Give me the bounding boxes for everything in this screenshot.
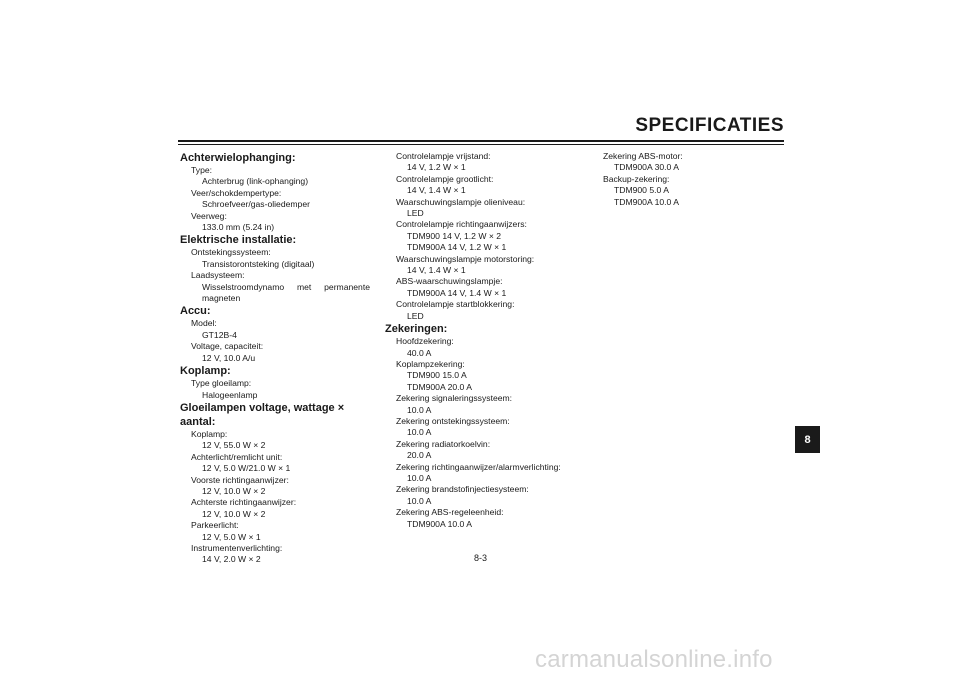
spec-label: Laadsysteem: — [191, 270, 245, 281]
spec-value: 14 V, 1.4 W × 1 — [407, 185, 466, 196]
spec-label: Instrumentenverlichting: — [191, 542, 283, 553]
spec-value: Achterbrug (link-ophanging) — [202, 176, 309, 187]
spec-value: Transistorontsteking (digitaal) — [202, 258, 315, 269]
spec-value: TDM900A 20.0 A — [407, 381, 472, 392]
header-rule-thin — [178, 144, 784, 145]
spec-value: TDM900 5.0 A — [614, 185, 669, 196]
spec-label: Parkeerlicht: — [191, 520, 239, 531]
spec-value: 12 V, 5.0 W/21.0 W × 1 — [202, 463, 291, 474]
spec-label: Ontstekingssysteem: — [191, 247, 271, 258]
spec-label: Type: — [191, 165, 213, 175]
spec-label: Controlelampje vrijstand: — [396, 151, 491, 161]
spec-value: Halogeenlamp — [202, 389, 258, 400]
spec-value: GT12B-4 — [202, 329, 237, 340]
spec-label: Model: — [191, 318, 217, 329]
header-rule-thick — [178, 140, 784, 142]
spec-value: 40.0 A — [407, 347, 432, 358]
spec-label: Koplampzekering: — [396, 358, 465, 369]
spec-label: Achterste richtingaanwijzer: — [191, 497, 297, 508]
section-heading-fuses: Zekeringen: — [385, 323, 448, 336]
watermark: carmanualsonline.info — [535, 646, 773, 673]
spec-value: Wisselstroomdynamo met permanente magneten — [202, 281, 370, 304]
spec-value: LED — [407, 208, 424, 219]
spec-value: 14 V, 1.2 W × 1 — [407, 162, 466, 173]
spec-label: Hoofdzekering: — [396, 336, 454, 347]
spec-value: 14 V, 1.4 W × 1 — [407, 265, 466, 276]
spec-label: Veerweg: — [191, 210, 227, 221]
spec-value: 12 V, 10.0 W × 2 — [202, 485, 266, 496]
spec-value: 10.0 A — [407, 495, 432, 506]
spec-label: Zekering ABS-motor: — [603, 151, 683, 161]
spec-value: 14 V, 2.0 W × 2 — [202, 554, 261, 565]
spec-value: TDM900 15.0 A — [407, 370, 467, 381]
spec-value: TDM900A 10.0 A — [614, 196, 679, 207]
chapter-tab — [795, 426, 820, 453]
spec-value: 12 V, 5.0 W × 1 — [202, 531, 261, 542]
spec-label: Controlelampje startblokkering: — [396, 299, 515, 310]
page-title: SPECIFICATIES — [635, 115, 784, 136]
spec-value: 10.0 A — [407, 472, 432, 483]
spec-value: 12 V, 10.0 W × 2 — [202, 508, 266, 519]
spec-label: Koplamp: — [191, 428, 228, 439]
spec-value: 133.0 mm (5.24 in) — [202, 222, 275, 233]
section-heading-battery: Accu: — [180, 305, 211, 318]
page-number: 8-3 — [474, 553, 488, 563]
spec-value: Schroefveer/gas-oliedemper — [202, 199, 310, 210]
spec-value: TDM900 14 V, 1.2 W × 2 — [407, 230, 502, 241]
spec-column-1 — [180, 151, 372, 566]
spec-value: 20.0 A — [407, 450, 432, 461]
spec-label: Zekering richtingaanwijzer/alarmverlichting: — [396, 461, 561, 472]
spec-value: 10.0 A — [407, 427, 432, 438]
spec-column-2 — [385, 151, 577, 530]
spec-value: LED — [407, 310, 424, 321]
spec-label: Controlelampje richtingaanwijzers: — [396, 219, 527, 230]
spec-label: ABS-waarschuwingslampje: — [396, 276, 503, 287]
spec-label: Zekering ontstekingssysteem: — [396, 415, 510, 426]
spec-value: TDM900A 10.0 A — [407, 518, 472, 529]
spec-value: 10.0 A — [407, 404, 432, 415]
spec-value: TDM900A 30.0 A — [614, 162, 679, 173]
spec-label: Veer/schokdempertype: — [191, 187, 282, 198]
spec-label: Controlelampje grootlicht: — [396, 173, 494, 184]
spec-value: 12 V, 55.0 W × 2 — [202, 440, 266, 451]
chapter-tab-number: 8 — [804, 433, 811, 446]
spec-value: 12 V, 10.0 A/u — [202, 352, 256, 363]
spec-label: Zekering brandstofinjectiesysteem: — [396, 484, 529, 495]
spec-value: TDM900A 14 V, 1.2 W × 1 — [407, 242, 507, 253]
section-heading-bulbs: Gloeilampen voltage, wattage × aantal: — [180, 401, 345, 428]
section-heading-rear-suspension: Achterwielophanging: — [180, 152, 296, 164]
section-heading-electrical: Elektrische installatie: — [180, 234, 297, 247]
spec-label: Voorste richtingaanwijzer: — [191, 474, 289, 485]
spec-column-3 — [592, 151, 772, 208]
spec-label: Zekering radiatorkoelvin: — [396, 438, 491, 449]
spec-label: Waarschuwingslampje olieniveau: — [396, 196, 526, 207]
spec-label: Backup-zekering: — [603, 173, 670, 184]
spec-label: Waarschuwingslampje motorstoring: — [396, 253, 535, 264]
spec-label: Type gloeilamp: — [191, 378, 252, 389]
spec-value: TDM900A 14 V, 1.4 W × 1 — [407, 287, 507, 298]
spec-label: Zekering signaleringssysteem: — [396, 393, 513, 404]
section-heading-headlight: Koplamp: — [180, 365, 231, 378]
spec-label: Zekering ABS-regeleenheid: — [396, 507, 504, 518]
spec-label: Achterlicht/remlicht unit: — [191, 451, 283, 462]
spec-label: Voltage, capaciteit: — [191, 341, 264, 352]
